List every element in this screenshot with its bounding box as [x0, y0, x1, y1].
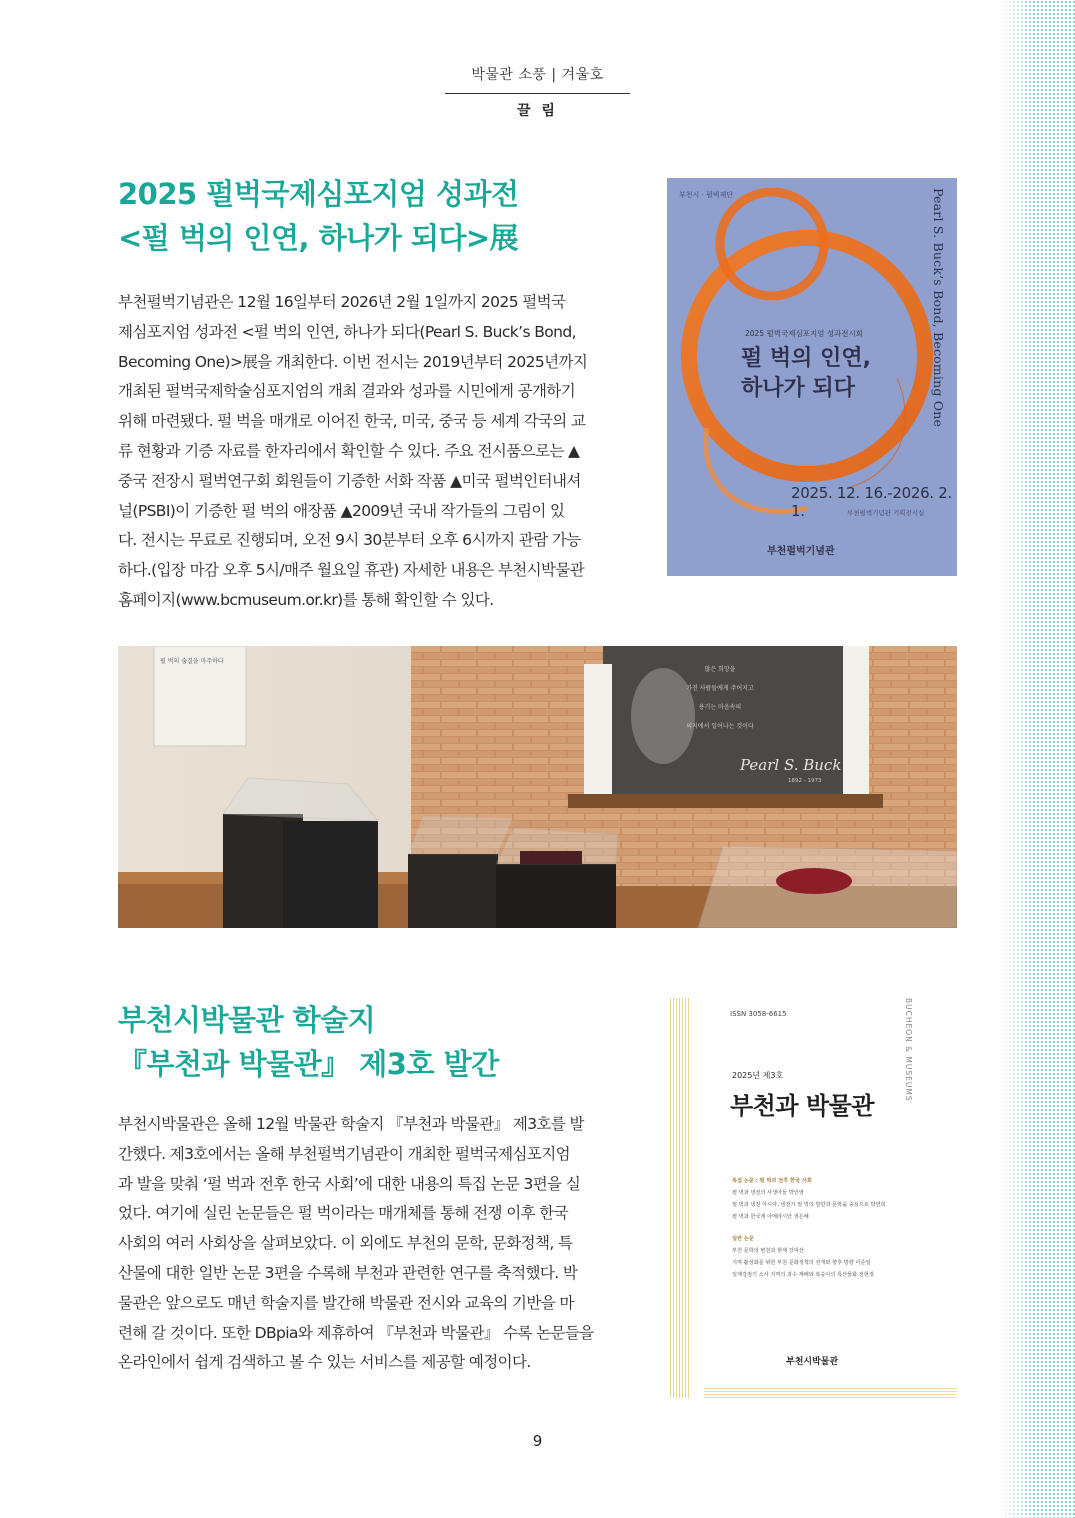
- poster-dates: 2025. 12. 16.-2026. 2. 1.: [791, 484, 953, 520]
- exhibition-photo: [118, 646, 957, 928]
- article1-title-line1: 2025 펄벅국제심포지엄 성과전: [118, 177, 519, 211]
- poster-subtitle: 2025 펄벅국제심포지엄 성과전시회: [745, 329, 864, 338]
- page-header: [445, 64, 630, 120]
- wall-quote-line: 많은 희망을: [704, 666, 736, 673]
- article2-body: [118, 1110, 630, 1378]
- article1-title-line2: <펄 벅의 인연, 하나가 되다>展: [118, 221, 519, 255]
- toc-general-heading: 일반 논문: [732, 1236, 754, 1242]
- toc-special-heading: 특집 논문 : 펄 벅과 전후 한국 사회: [732, 1178, 812, 1184]
- article2-line: 사회의 여러 사회상을 살펴보았다. 이 외에도 부천의 문학, 문화정책, 특: [118, 1234, 573, 1253]
- article2-title-line1: 부천시박물관 학술지: [118, 1003, 376, 1037]
- article2-title-line2: 『부천과 박물관』 제3호 발간: [118, 1047, 499, 1081]
- toc-item: 일제강점기 소사 지역의 과수 재배와 복숭아의 특산물화 전현정: [732, 1272, 874, 1278]
- page-number: 9: [532, 1432, 543, 1450]
- article1-line: 중국 전장시 펄벅연구회 회원들이 기증한 서화 작품 ▲미국 펄벅인터내셔: [118, 471, 581, 490]
- photo-panel-title: 펄 벅의 숨결을 마주하다: [160, 658, 224, 665]
- photo-signature: Pearl S. Buck: [740, 756, 842, 774]
- article1-line: 널(PSBI)이 기증한 펄 벅의 애장품 ▲2009년 국내 작가들의 그림이 있: [118, 501, 565, 520]
- poster-title-line1: 펄 벅의 인연,: [741, 346, 871, 371]
- journal-issn: ISSN 3058-6615: [730, 1010, 787, 1018]
- article2-line: 었다. 여기에 실린 논문들은 펄 벅이라는 매개체를 통해 전쟁 이후 한국: [118, 1204, 569, 1223]
- toc-item: 펄 벅과 냉전 아시아: 냉전기 펄 벅의 방한과 문학을 중심으로 박연희: [732, 1202, 886, 1208]
- article1-line: 제심포지엄 성과전 <펄 벅의 인연, 하나가 되다(Pearl S. Buck’s Bond,: [118, 322, 576, 341]
- article1-body: [118, 288, 630, 616]
- publication-name: 박물관 소풍 | 겨울호: [445, 64, 630, 94]
- poster-vertical-text: Pearl S. Buck’s Bond, Becoming One: [931, 188, 946, 428]
- cover-bottom-line-pattern: [704, 1388, 957, 1398]
- section-name: 끌 림: [517, 103, 558, 119]
- article2-line: 부천시박물관은 올해 12월 박물관 학술지 『부천과 박물관』 제3호를 발: [118, 1115, 584, 1133]
- photo-wall-quote: [665, 660, 775, 736]
- article2-line: 간했다. 제3호에서는 올해 부천펄벅기념관이 개최한 펄벅국제심포지엄: [118, 1144, 571, 1163]
- poster-venue: 부천펄벅기념관 기획전시실: [847, 509, 925, 517]
- toc-item: 지역 활성화를 위한 부천 문화정책의 전개와 향후 방향 이준일: [732, 1260, 871, 1266]
- poster-museum-name: 부천펄벅기념관: [767, 546, 835, 557]
- journal-cover: [668, 998, 957, 1398]
- article2-line: 물관은 앞으로도 매년 학술지를 발간해 박물관 전시와 교육의 기반을 마: [118, 1293, 574, 1312]
- journal-volume: 2025년 제3호: [732, 1071, 784, 1080]
- article1-line: 류 현황과 기증 자료를 한자리에서 확인할 수 있다. 주요 전시품으로는 ▲: [118, 441, 580, 460]
- article2-line: 련해 갈 것이다. 또한 DBpia와 제휴하여 『부천과 박물관』 수록 논문들을: [118, 1323, 594, 1342]
- exhibition-photo-graphic: [118, 646, 957, 928]
- article2-line: 과 발을 맞춰 ‘펄 벅과 전후 한국 사회’에 대한 내용의 특집 논문 3편을 실: [118, 1174, 581, 1193]
- poster-title: [741, 344, 871, 404]
- article1-title: [118, 172, 519, 260]
- article1-line: 위해 마련됐다. 펄 벅을 매개로 이어진 한국, 미국, 중국 등 세계 각국의 교: [118, 412, 586, 431]
- wall-quote-line: 용기는 마음속의: [698, 704, 742, 711]
- poster-logos: 부천시 · 펄벅재단: [679, 191, 734, 199]
- toc-item: 부천 문학의 변천과 현재 강덕선: [732, 1248, 804, 1254]
- exhibition-poster: [667, 178, 957, 576]
- journal-contents: [732, 1175, 942, 1281]
- journal-publisher: 부천시박물관: [786, 1357, 839, 1367]
- article1-line: 개최된 펄벅국제학술심포지엄의 개최 결과와 성과를 시민에게 공개하기: [118, 382, 576, 401]
- article2-line: 온라인에서 쉽게 검색하고 볼 수 있는 서비스를 제공할 예정이다.: [118, 1353, 531, 1372]
- wall-quote-line: 가진 사람들에게 주어지고: [686, 685, 754, 692]
- photo-years: 1892 - 1973: [788, 778, 822, 784]
- journal-english-title: BUCHEON & MUSEUMS: [904, 998, 913, 1102]
- article1-line: 하다.(입장 마감 오후 5시/매주 월요일 휴관) 자세한 내용은 부천시박물관: [118, 561, 585, 580]
- article1-line: 홈페이지(www.bcmuseum.or.kr)를 통해 확인할 수 있다.: [118, 590, 494, 609]
- article2-line: 산물에 대한 일반 논문 3편을 수록해 부천과 관련한 연구를 축적했다. 박: [118, 1263, 578, 1282]
- article1-line: 다. 전시는 무료로 진행되며, 오전 9시 30분부터 오후 6시까지 관람 가능: [118, 531, 581, 550]
- dot-strip-fade: [1000, 0, 1035, 1518]
- article1-line: Becoming One)>展을 개최한다. 이번 전시는 2019년부터 2025년까지: [118, 352, 588, 371]
- wall-quote-line: 의지에서 일어나는 것이다: [686, 723, 754, 730]
- article2-title: [118, 998, 499, 1086]
- toc-item: 펄 벅과 냉전의 사생아들 박인영: [732, 1190, 804, 1196]
- journal-title: 부천과 박물관: [730, 1092, 874, 1120]
- article1-line: 부천펄벅기념관은 12월 16일부터 2026년 2월 1일까지 2025 펄벅국: [118, 293, 566, 311]
- toc-item: 펄 벅과 한국계 아메라시안 권은혜: [732, 1214, 809, 1220]
- poster-title-line2: 하나가 되다: [741, 376, 855, 401]
- cover-line-pattern: [670, 998, 690, 1398]
